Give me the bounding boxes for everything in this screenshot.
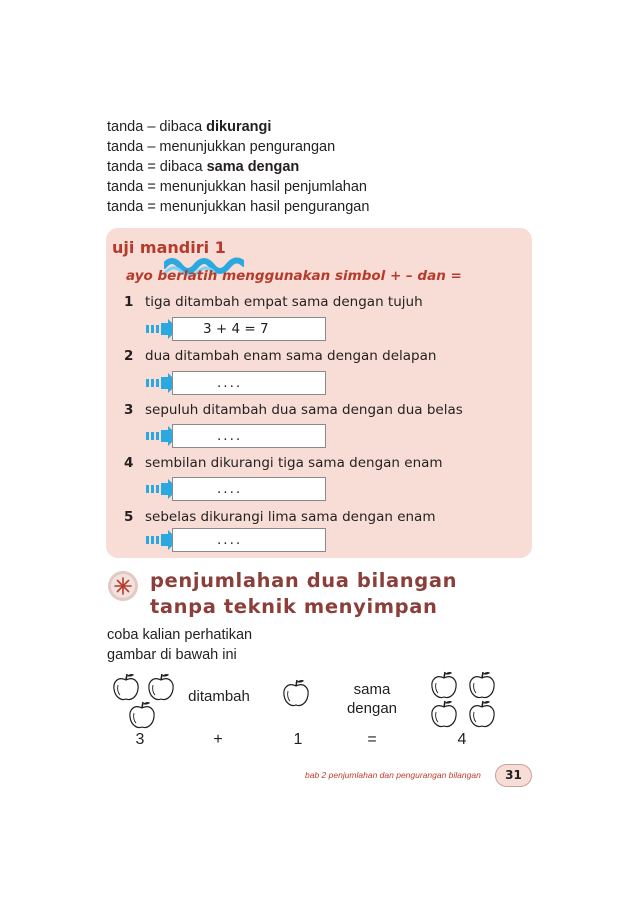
apple-icon bbox=[147, 672, 175, 702]
question-2 bbox=[124, 348, 436, 364]
apple-icon bbox=[430, 670, 458, 700]
question-5 bbox=[124, 509, 435, 525]
plus-word: ditambah bbox=[188, 688, 250, 705]
result-count: 4 bbox=[457, 731, 467, 748]
chapter-footer: bab 2 penjumlahan dan pengurangan bilangan bbox=[305, 770, 481, 780]
answer-box[interactable]: .... bbox=[172, 477, 326, 501]
question-number: 2 bbox=[124, 348, 134, 364]
question-1 bbox=[124, 294, 423, 310]
section-title-line-2: tanpa teknik menyimpan bbox=[150, 595, 438, 618]
answer-box: 3 + 4 = 7 bbox=[172, 317, 326, 341]
section-title-line-1: penjumlahan dua bilangan bbox=[150, 569, 458, 592]
section-body-text bbox=[107, 625, 252, 665]
answer-box[interactable]: .... bbox=[172, 424, 326, 448]
question-4 bbox=[124, 455, 443, 471]
exercise-instruction: ayo berlatih menggunakan simbol + – dan = bbox=[126, 268, 462, 284]
page-number: 31 bbox=[495, 764, 532, 787]
exercise-panel bbox=[106, 228, 532, 558]
question-text: sepuluh ditambah dua sama dengan dua belas bbox=[145, 402, 463, 418]
apple-icon bbox=[468, 670, 496, 700]
question-text: dua ditambah enam sama dengan delapan bbox=[145, 348, 437, 364]
definitions-block bbox=[107, 117, 369, 217]
star-badge-icon bbox=[107, 570, 139, 602]
right-count: 1 bbox=[293, 731, 303, 748]
equals-word-line-2: dengan bbox=[346, 700, 398, 717]
definition-line: tanda – dibaca dikurangi bbox=[107, 119, 272, 135]
question-number: 5 bbox=[124, 509, 134, 525]
question-text: tiga ditambah empat sama dengan tujuh bbox=[145, 294, 423, 310]
left-count: 3 bbox=[135, 731, 145, 748]
definition-line: tanda – menunjukkan pengurangan bbox=[107, 139, 336, 155]
section-title bbox=[150, 568, 457, 620]
apple-icon bbox=[430, 699, 458, 729]
definition-line: tanda = menunjukkan hasil penjumlahan bbox=[107, 179, 367, 195]
equals-word bbox=[340, 680, 404, 718]
body-line-2: gambar di bawah ini bbox=[107, 647, 237, 663]
definition-line: tanda = menunjukkan hasil pengurangan bbox=[107, 199, 370, 215]
answer-box[interactable]: .... bbox=[172, 371, 326, 395]
question-number: 4 bbox=[124, 455, 134, 471]
apple-icon bbox=[112, 672, 140, 702]
question-text: sembilan dikurangi tiga sama dengan enam bbox=[145, 455, 443, 471]
definition-line: tanda = dibaca sama dengan bbox=[107, 159, 300, 175]
equals-sign: = bbox=[367, 731, 377, 748]
question-number: 1 bbox=[124, 294, 134, 310]
plus-sign: + bbox=[213, 731, 223, 748]
equals-word-line-1: sama bbox=[353, 681, 391, 698]
answer-box[interactable]: .... bbox=[172, 528, 326, 552]
apple-icon bbox=[282, 678, 310, 708]
exercise-title: uji mandiri 1 bbox=[112, 238, 226, 257]
body-line-1: coba kalian perhatikan bbox=[107, 627, 253, 643]
question-number: 3 bbox=[124, 402, 134, 418]
question-text: sebelas dikurangi lima sama dengan enam bbox=[145, 509, 436, 525]
apple-icon bbox=[468, 699, 496, 729]
apple-icon bbox=[128, 700, 156, 730]
question-3 bbox=[124, 402, 463, 418]
